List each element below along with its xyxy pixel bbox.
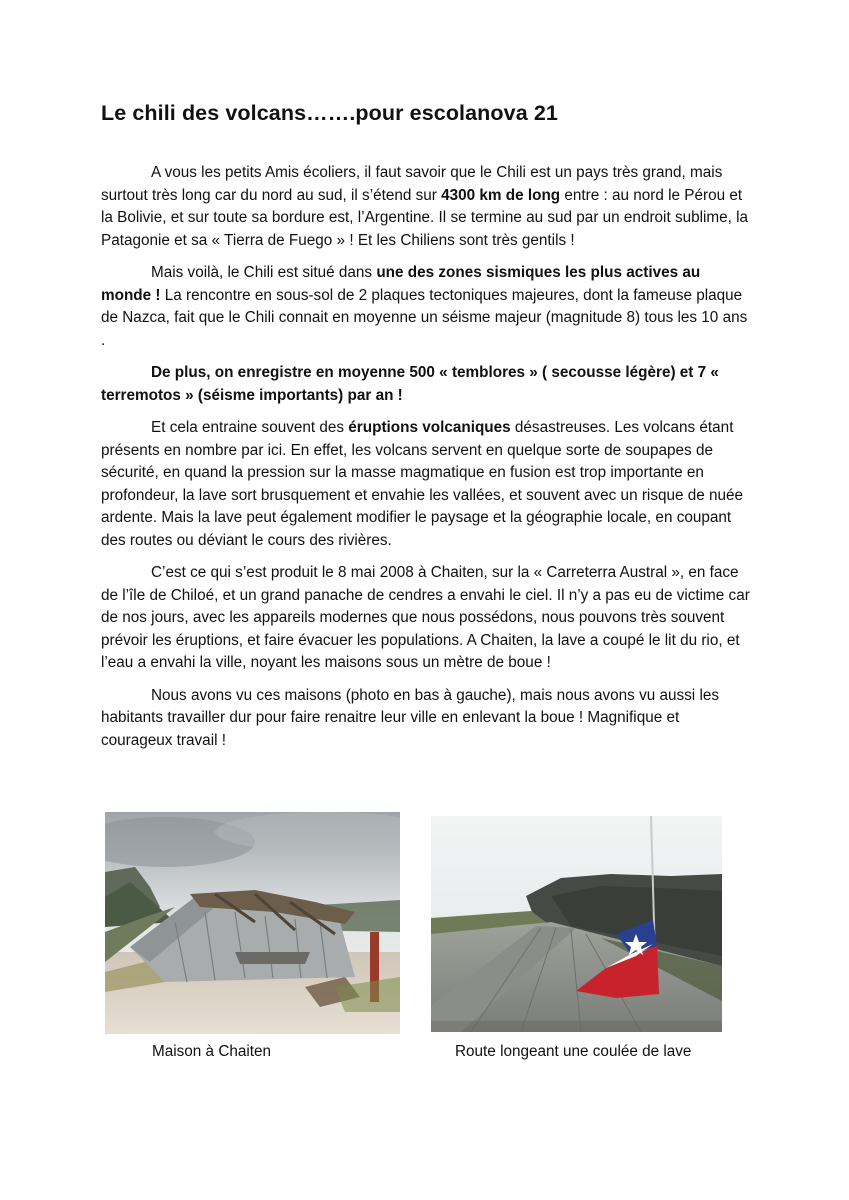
paragraph	[101, 685, 751, 753]
paragraph	[101, 362, 751, 407]
body-text	[101, 162, 751, 762]
text-run: A vous les petits Amis écoliers, il faut savoir que le Chili est un pays très grand, mais surtout très long car du nord au sud, il s’étend sur	[101, 164, 723, 204]
text-run: Et cela entraine souvent des	[151, 419, 349, 436]
text-run: Mais voilà, le Chili est situé dans	[151, 264, 377, 281]
text-run: C’est ce qui s’est produit le 8 mai 2008 à Chaiten, sur la « Carreterra Austral », en face de l’île de Chiloé, et un grand panache de cendres a envahi le ciel. Il n’y a pas eu de victime car de nos jours, avec les appareils modernes que nous possédons, nous pouvons très souvent prévoir les éruptions, et faire évacuer les populations. A Chaiten, la lave a coupé le lit du rio, et l’eau a envahi la ville, noyant les maisons sous un mètre de boue !	[101, 564, 750, 671]
paragraph	[101, 417, 751, 552]
text-run: désastreuses. Les volcans étant présents en nombre par ici. En effet, les volcans servent en quelque sorte de soupapes de sécurité, en quand la pression sur la masse magmatique en fusion est trop importante en profondeur, la lave sort brusquement et envahie les vallées, et souvent avec un risque de nuée ardente. Mais la lave peut également modifier le paysage et la géographie locale, en coupant des routes ou déviant le cours des rivières.	[101, 419, 744, 549]
paragraph	[101, 262, 751, 352]
page-title: Le chili des volcans…….pour escolanova 21	[101, 101, 558, 125]
bold-text: De plus, on enregistre en moyenne 500 « temblores » ( secousse légère) et 7 « terremotos » (séisme importants) par an !	[101, 364, 719, 404]
text-run: entre : au nord le Pérou et la Bolivie, et sur toute sa bordure est, l’Argentine. Il se termine au sud par un endroit sublime, la Patagonie et sa « Tierra de Fuego » ! Et les Chiliens sont très gentils !	[101, 186, 749, 249]
paragraph	[101, 562, 751, 675]
text-run: Nous avons vu ces maisons (photo en bas à gauche), mais nous avons vu aussi les habitants travailler dur pour faire renaitre leur ville en enlevant la boue ! Magnifique et courageux travail !	[101, 686, 719, 749]
caption-road: Route longeant une coulée de lave	[455, 1043, 692, 1060]
house-photo	[105, 812, 400, 1034]
text-run: La rencontre en sous-sol de 2 plaques tectoniques majeures, dont la fameuse plaque de Nazca, fait que le Chili connait en moyenne un séisme majeur (magnitude 8) tous les 10 ans .	[101, 286, 748, 349]
bold-text: 4300 km de long	[441, 186, 561, 204]
road-photo	[431, 816, 722, 1032]
caption-house: Maison à Chaiten	[152, 1043, 272, 1060]
paragraph	[101, 162, 751, 252]
bold-text: une des zones sismiques les plus actives au monde !	[101, 264, 701, 304]
bold-text: éruptions volcaniques	[348, 419, 511, 436]
